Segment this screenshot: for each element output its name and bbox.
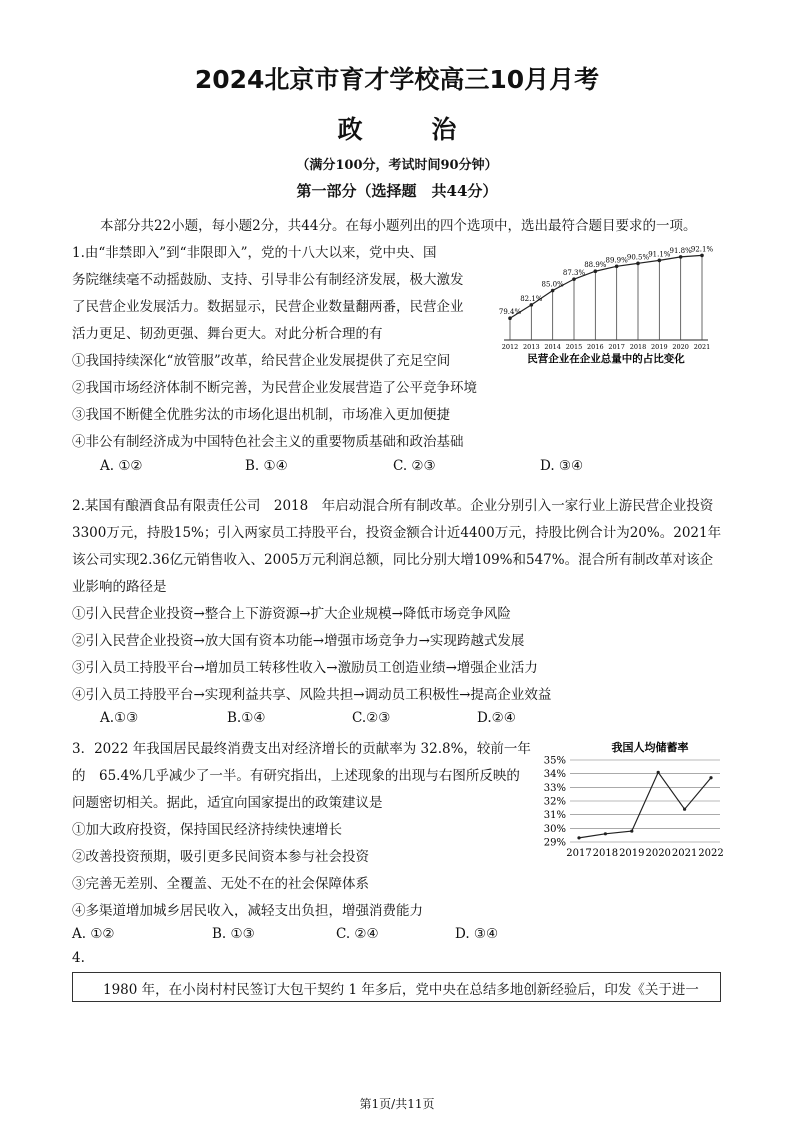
q3-item: ③完善无差别、全覆盖、无处不在的社会保障体系 <box>72 876 369 892</box>
q1-item: ②我国市场经济体制不断完善，为民营企业发展营造了公平竞争环境 <box>72 380 477 396</box>
q4-material-box <box>72 972 721 1002</box>
q1-item: ①我国持续深化“放管服”改革，给民营企业发展提供了充足空间 <box>72 353 451 369</box>
chart1-x-tick: 2018 <box>629 343 647 351</box>
q2-options <box>0 710 794 730</box>
q2-option-a[interactable]: A.①③ <box>100 710 139 726</box>
chart2-y-tick: 33% <box>543 782 566 794</box>
chart1-x-tick: 2012 <box>501 343 519 351</box>
q3-line: 的 65.4%几乎减少了一半。有研究指出，上述现象的出现与右图所反映的 <box>72 768 520 784</box>
q2-item: ④引入员工持股平台→实现利益共享、风险共担→调动员工积极性→提高企业效益 <box>72 687 552 703</box>
chart2-x-tick: 2021 <box>671 848 698 859</box>
q2-option-b[interactable]: B.①④ <box>227 710 266 726</box>
q1-item: ③我国不断健全优胜劣汰的市场化退出机制，市场准入更加便捷 <box>72 407 450 423</box>
savings-rate-chart <box>540 738 726 860</box>
chart1-data-label: 85.0% <box>541 280 564 289</box>
chart1-x-tick: 2013 <box>523 343 540 351</box>
chart2-x-tick: 2019 <box>619 848 645 859</box>
chart2-title: 我国人均储蓄率 <box>611 741 689 754</box>
chart1-title: 民营企业在企业总量中的占比变化 <box>527 353 685 365</box>
chart1-point <box>594 269 598 273</box>
chart2-point <box>657 771 660 774</box>
chart1-point <box>508 316 512 320</box>
intro-text: 本部分共22小题，每小题2分，共44分。在每小题列出的四个选项中，选出最符合题目要求的一项。 <box>100 218 697 234</box>
q3-option-b[interactable]: B. ①③ <box>212 926 255 942</box>
q3-option-a[interactable]: A. ①② <box>72 926 115 942</box>
q3-option-d[interactable]: D. ③④ <box>455 926 499 942</box>
q2-line: 2.某国有酿酒食品有限责任公司 2018 年启动混合所有制改革。企业分别引入一家行业上游民营企业投资 <box>72 498 714 514</box>
q1-item: ④非公有制经济成为中国特色社会主义的重要物质基础和政治基础 <box>72 434 464 450</box>
chart2-y-tick: 34% <box>543 769 566 781</box>
chart2-y-tick: 30% <box>543 823 566 835</box>
private-enterprise-share-chart <box>496 236 716 368</box>
chart2-y-tick: 31% <box>543 810 566 822</box>
exam-title: 2024北京市育才学校高三10月月考 <box>194 65 600 94</box>
q1-line: 活力更足、韧劲更强、舞台更大。对此分析合理的有 <box>72 326 383 342</box>
chart1-data-label: 82.1% <box>520 294 543 303</box>
chart1-point <box>636 262 640 266</box>
q3-item: ①加大政府投资，保持国民经济持续快速增长 <box>72 822 342 838</box>
chart1-data-label: 89.9% <box>605 256 628 265</box>
q3-line: 3．2022 年我国居民最终消费支出对经济增长的贡献率为 32.8%，较前一年 <box>72 741 531 757</box>
chart1-x-tick: 2019 <box>651 343 668 351</box>
chart1-point <box>679 255 683 259</box>
q3-option-c[interactable]: C. ②④ <box>336 926 379 942</box>
chart1-data-label: 92.1% <box>690 245 714 254</box>
subject-title: 政 治 <box>337 115 487 144</box>
chart2-point <box>577 836 580 839</box>
chart2-y-tick: 29% <box>543 837 566 849</box>
chart1-x-tick: 2021 <box>693 343 711 351</box>
chart1-x-tick: 2017 <box>608 343 625 351</box>
chart1-point <box>572 277 576 281</box>
chart2-x-tick: 2018 <box>592 848 619 859</box>
q1-options <box>0 458 794 478</box>
q1-option-b[interactable]: B. ①④ <box>245 458 288 474</box>
q2-line: 该公司实现2.36亿元销售收入、2005万元利润总额，同比分别大增109%和547%。混合所有制改革对该企 <box>72 552 714 568</box>
chart1-point <box>551 289 555 293</box>
q1-line: 务院继续毫不动摇鼓励、支持、引导非公有制经济发展，极大激发 <box>72 272 464 288</box>
exam-meta: （满分100分，考试时间90分钟） <box>296 158 498 173</box>
chart1-data-label: 87.3% <box>562 269 586 278</box>
chart2-point <box>683 808 686 811</box>
chart1-point <box>530 303 534 307</box>
q2-line: 业影响的路径是 <box>72 579 167 595</box>
q3-options <box>0 926 794 946</box>
q4-number: 4. <box>72 950 85 966</box>
q1-line: 1.由“非禁即入”到“非限即入”，党的十八大以来，党中央、国 <box>72 245 437 261</box>
q3-line: 问题密切相关。据此，适宜向国家提出的政策建议是 <box>72 795 383 811</box>
chart2-point <box>604 832 607 835</box>
q1-option-d[interactable]: D. ③④ <box>540 458 584 474</box>
q1-line: 了民营企业发展活力。数据显示，民营企业数量翻两番，民营企业 <box>72 299 464 315</box>
chart2-point <box>709 776 712 779</box>
q2-option-d[interactable]: D.②④ <box>477 710 516 726</box>
chart2-point <box>630 829 633 832</box>
q1-option-c[interactable]: C. ②③ <box>393 458 436 474</box>
chart1-data-label: 91.8% <box>669 246 692 255</box>
chart1-x-tick: 2016 <box>587 343 604 351</box>
chart1-x-tick: 2014 <box>544 343 561 351</box>
q1-option-a[interactable]: A. ①② <box>100 458 143 474</box>
chart1-point <box>700 254 704 258</box>
q2-item: ②引入民营企业投资→放大国有资本功能→增强市场竞争力→实现跨越式发展 <box>72 633 525 649</box>
chart1-x-tick: 2015 <box>565 343 583 351</box>
q3-item: ②改善投资预期，吸引更多民间资本参与社会投资 <box>72 849 369 865</box>
chart2-x-tick: 2022 <box>698 848 724 859</box>
q2-option-c[interactable]: C.②③ <box>352 710 391 726</box>
q3-item: ④多渠道增加城乡居民收入，减轻支出负担，增强消费能力 <box>72 903 423 919</box>
chart2-x-tick: 2017 <box>566 848 592 859</box>
chart2-y-tick: 35% <box>543 755 566 767</box>
chart1-x-tick: 2020 <box>672 343 689 351</box>
chart1-data-label: 90.5% <box>626 253 650 262</box>
chart2-y-tick: 32% <box>543 796 566 808</box>
chart1-data-label: 91.1% <box>648 250 671 259</box>
chart1-data-label: 88.9% <box>584 261 607 270</box>
q2-item: ①引入民营企业投资→整合上下游资源→扩大企业规模→降低市场竞争风险 <box>72 606 511 622</box>
q2-item: ③引入员工持股平台→增加员工转移性收入→激励员工创造业绩→增强企业活力 <box>72 660 538 676</box>
chart2-x-tick: 2020 <box>645 848 671 859</box>
chart1-data-label: 79.4% <box>498 308 522 317</box>
part-heading: 第一部分（选择题 共44分） <box>296 182 498 200</box>
chart1-point <box>658 259 662 263</box>
q2-line: 3300万元，持股15%；引入两家员工持股平台，投资金额合计近4400万元，持股比例合计为20%。2021年 <box>72 525 722 541</box>
page-footer: 第1页/共11页 <box>359 1097 435 1111</box>
chart1-point <box>615 264 619 268</box>
q4-material-text: 1980 年，在小岗村村民签订大包干契约 1 年多后，党中央在总结多地创新经验后，印发《关于进一 <box>103 982 699 998</box>
